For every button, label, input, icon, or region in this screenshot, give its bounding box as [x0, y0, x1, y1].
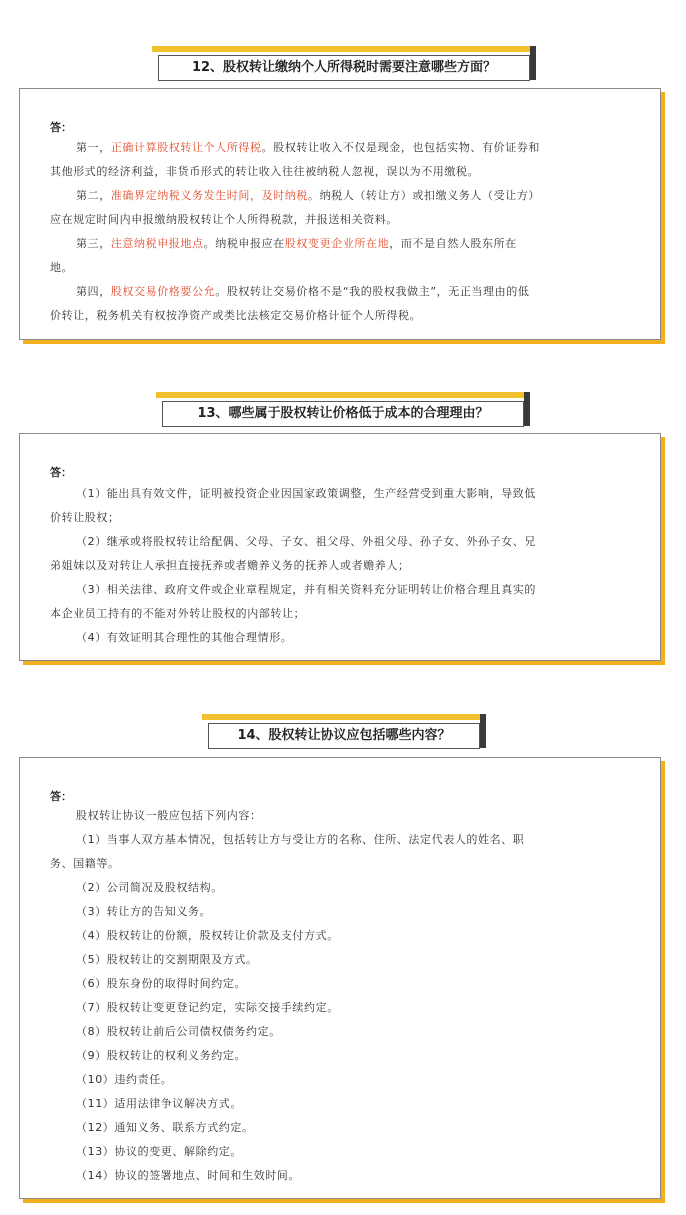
answer-card [19, 88, 661, 340]
answer-line [50, 972, 640, 996]
answer-line [50, 506, 640, 530]
answer-line [50, 1068, 640, 1092]
body-text: 第一， [76, 141, 111, 154]
body-text: 。纳税人（转让方）或扣缴义务人（受让方） [308, 189, 541, 202]
body-text: （2）公司简况及股权结构。 [76, 881, 223, 894]
answer-line [50, 876, 640, 900]
title-accent-bar [152, 46, 536, 52]
answer-line [50, 232, 640, 256]
answer-line [50, 160, 640, 184]
body-text: 。纳税申报应在 [203, 237, 285, 250]
answer-line [50, 626, 640, 650]
answer-line [50, 924, 640, 948]
answer-line [50, 208, 640, 232]
answer-line [50, 256, 640, 280]
body-text: （9）股权转让的权利义务约定。 [76, 1049, 246, 1062]
body-text: （5）股权转让的交割期限及方式。 [76, 953, 258, 966]
body-text: 其他形式的经济利益，非货币形式的转让收入往往被纳税人忽视，误以为不用缴税。 [50, 165, 480, 178]
body-text: （12）通知义务、联系方式约定。 [76, 1121, 254, 1134]
highlight-text: 准确界定纳税义务发生时间，及时纳税 [110, 189, 309, 202]
body-text: （8）股权转让前后公司债权债务约定。 [76, 1025, 281, 1038]
answer-line [50, 948, 640, 972]
body-text: （11）适用法律争议解决方式。 [76, 1097, 242, 1110]
body-text: （14）协议的签署地点、时间和生效时间。 [76, 1169, 300, 1182]
body-text: （1）能出具有效文件，证明被投资企业因国家政策调整，生产经营受到重大影响，导致低 [76, 487, 536, 500]
answer-line [50, 280, 640, 304]
body-text: 第三， [76, 237, 111, 250]
highlight-text: 正确计算股权转让个人所得税 [110, 141, 262, 154]
body-text: 价转让股权； [50, 511, 120, 524]
section-title: 13、哪些属于股权转让价格低于成本的合理理由？ [162, 401, 524, 427]
body-text: 地。 [50, 261, 74, 274]
answer-line [50, 578, 640, 602]
body-text: （4）股权转让的份额，股权转让价款及支付方式。 [76, 929, 339, 942]
answer-line [50, 1164, 640, 1188]
body-text: （3）相关法律、政府文件或企业章程规定，并有相关资料充分证明转让价格合理且真实的 [76, 583, 536, 596]
body-text: 股权转让协议一般应包括下列内容： [76, 809, 262, 822]
title-accent-bar [202, 714, 486, 720]
body-text: （13）协议的变更、解除约定。 [76, 1145, 242, 1158]
answer-line [50, 1140, 640, 1164]
body-text: （3）转让方的告知义务。 [76, 905, 212, 918]
body-text: （7）股权转让变更登记约定，实际交接手续约定。 [76, 1001, 339, 1014]
body-text: （10）违约责任。 [76, 1073, 173, 1086]
answer-label: 答： [50, 466, 72, 479]
answer-line [50, 996, 640, 1020]
answer-line [50, 1092, 640, 1116]
answer-line [50, 482, 640, 506]
title-shadow [530, 46, 536, 80]
answer-line [50, 900, 640, 924]
answer-line [50, 804, 640, 828]
answer-body [50, 804, 640, 1188]
body-text: 应在规定时间内申报缴纳股权转让个人所得税款，并报送相关资料。 [50, 213, 398, 226]
body-text: ，而不是自然人股东所在 [389, 237, 517, 250]
answer-body [50, 482, 640, 650]
answer-line [50, 184, 640, 208]
body-text: 价转让，税务机关有权按净资产或类比法核定交易价格计征个人所得税。 [50, 309, 422, 322]
body-text: （1）当事人双方基本情况，包括转让方与受让方的名称、住所、法定代表人的姓名、职 [76, 833, 525, 846]
answer-line [50, 1020, 640, 1044]
body-text: 第四， [76, 285, 111, 298]
answer-card [19, 757, 661, 1199]
body-text: 务、国籍等。 [50, 857, 120, 870]
body-text: 。股权转让交易价格不是“我的股权我做主”，无正当理由的低 [215, 285, 530, 298]
answer-line [50, 828, 640, 852]
title-shadow [524, 392, 530, 426]
body-text: （6）股东身份的取得时间约定。 [76, 977, 246, 990]
answer-line [50, 602, 640, 626]
section-title: 14、股权转让协议应包括哪些内容？ [208, 723, 480, 749]
answer-label: 答： [50, 790, 72, 803]
body-text: （4）有效证明其合理性的其他合理情形。 [76, 631, 293, 644]
title-shadow [480, 714, 486, 748]
answer-line [50, 852, 640, 876]
highlight-text: 注意纳税申报地点 [110, 237, 204, 250]
body-text: 本企业员工持有的不能对外转让股权的内部转让； [50, 607, 306, 620]
body-text: 第二， [76, 189, 111, 202]
body-text: 弟姐妹以及对转让人承担直接抚养或者赡养义务的抚养人或者赡养人； [50, 559, 410, 572]
answer-line [50, 530, 640, 554]
title-accent-bar [156, 392, 530, 398]
answer-card [19, 433, 661, 661]
answer-body [50, 136, 640, 328]
answer-line [50, 304, 640, 328]
answer-line [50, 1044, 640, 1068]
answer-label: 答： [50, 121, 72, 134]
highlight-text: 股权交易价格要公允 [110, 285, 216, 298]
body-text: （2）继承或将股权转让给配偶、父母、子女、祖父母、外祖父母、孙子女、外孙子女、兄 [76, 535, 536, 548]
body-text: 。股权转让收入不仅是现金，也包括实物、有价证券和 [261, 141, 541, 154]
answer-line [50, 1116, 640, 1140]
answer-line [50, 136, 640, 160]
highlight-text: 股权变更企业所在地 [284, 237, 390, 250]
answer-line [50, 554, 640, 578]
section-title: 12、股权转让缴纳个人所得税时需要注意哪些方面？ [158, 55, 530, 81]
